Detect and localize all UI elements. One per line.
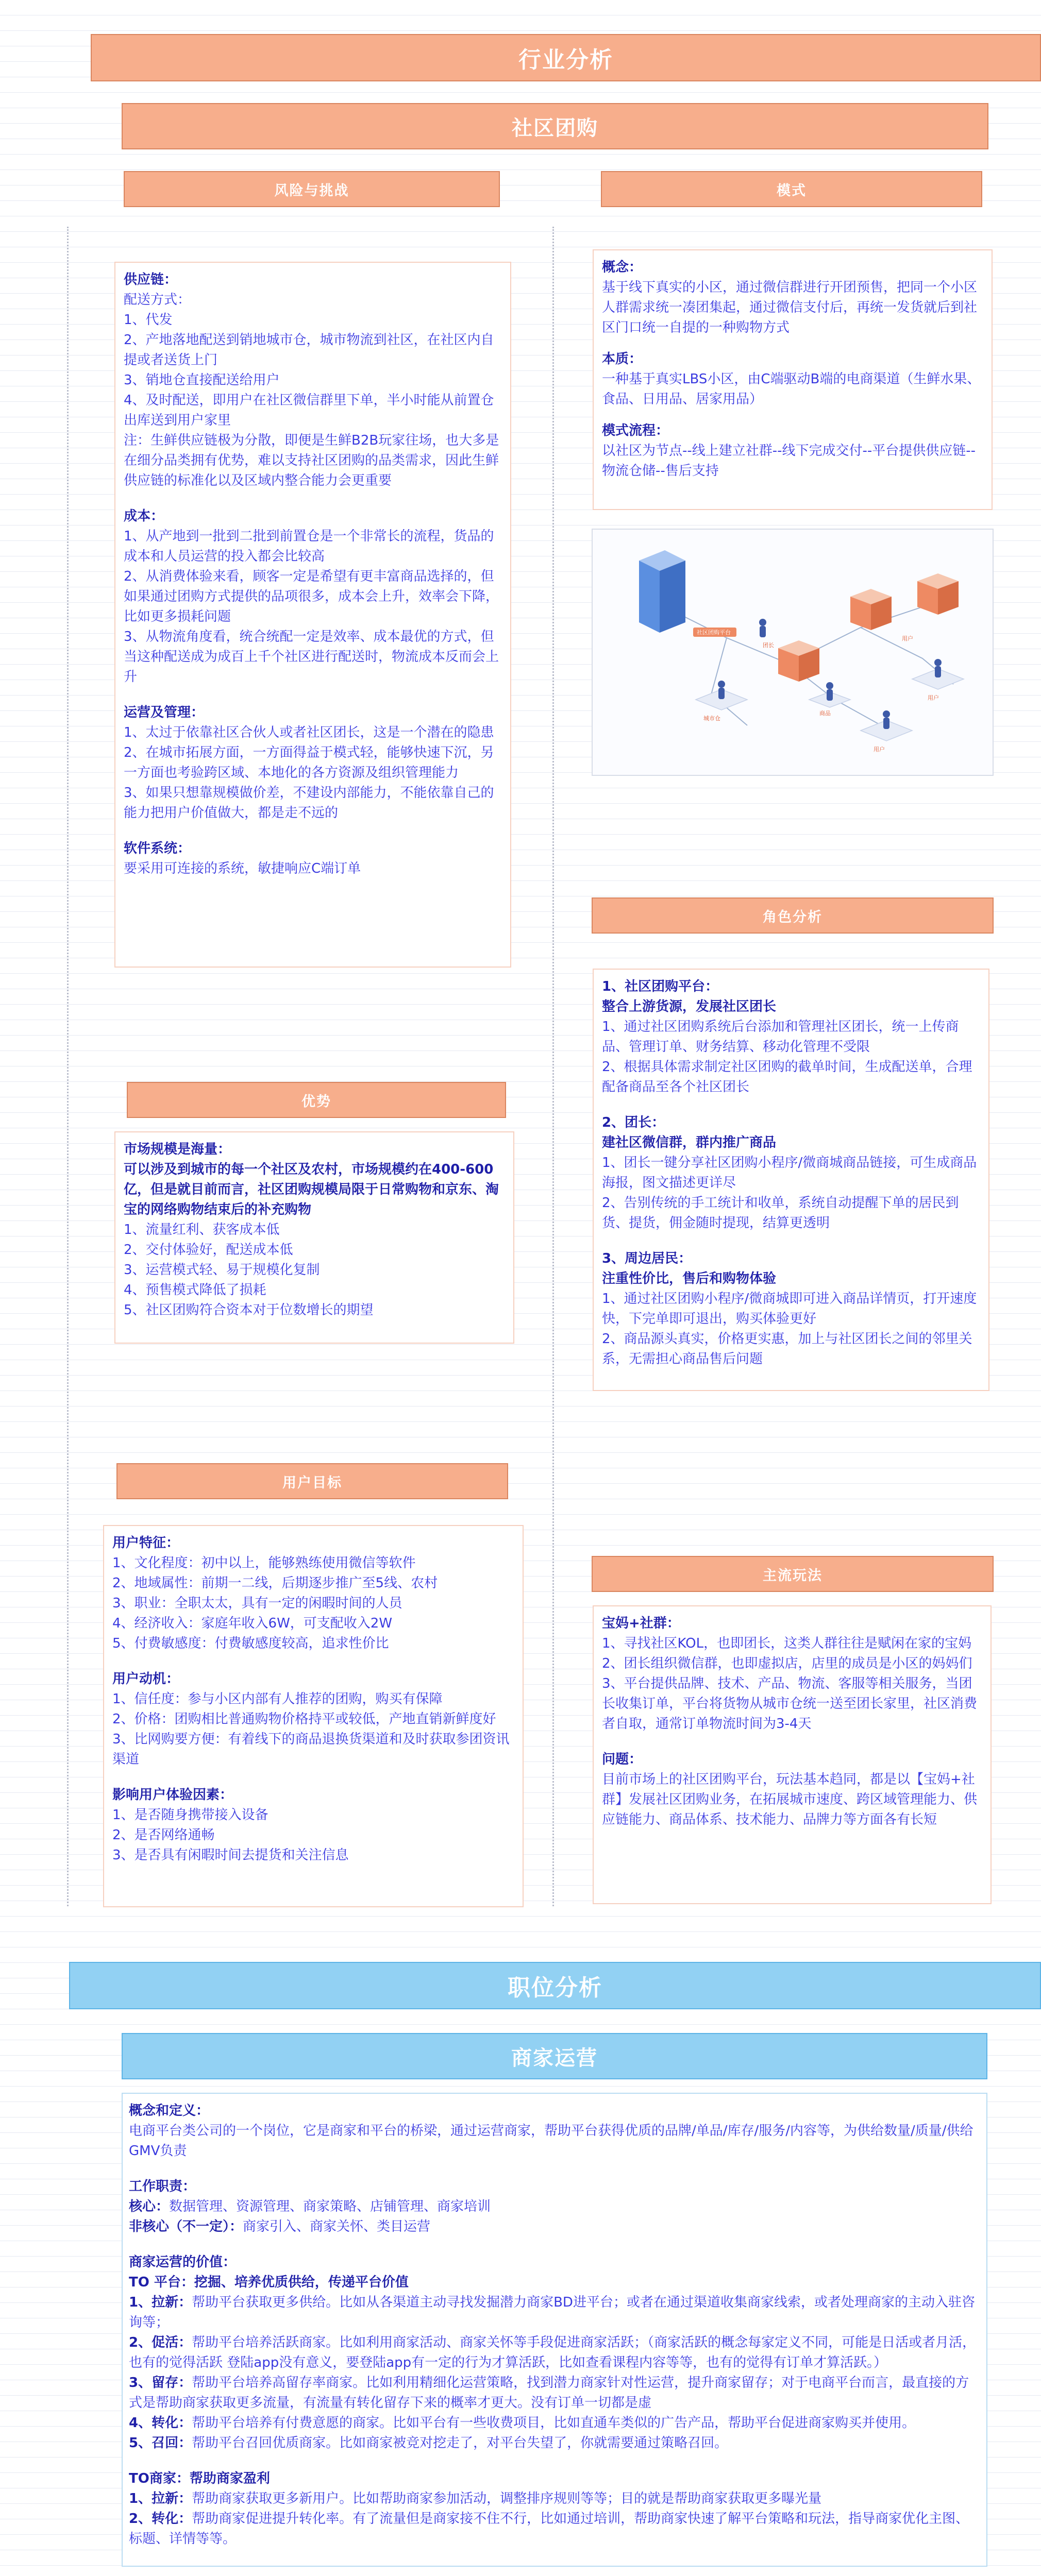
diagram-label-user: 用户 xyxy=(874,746,885,753)
risk-note xyxy=(114,262,511,968)
value-item-label: 2、促活： xyxy=(129,2335,192,2350)
merchant-ops-title: 商家运营 xyxy=(511,2046,598,2070)
isometric-illustration xyxy=(593,530,993,775)
value-item xyxy=(129,2413,980,2433)
value-item-label: 1、拉新： xyxy=(129,2491,192,2506)
value-item-text: 帮助平台培养活跃商家。比如利用商家活动、商家关怀等手段促进商家活跃；（商家活跃的概念每家定义不同，可能是日活或者月活，也有的觉得活跃 登陆app没有意义，要登陆app有一定的行为才算活跃，比如查看课程内容等等，也有的觉得有订单才算活跃。） xyxy=(129,2335,976,2370)
user-motive-line: 2、价格：团购相比普通购物价格持平或较低，产地直销新鲜度好 xyxy=(112,1711,496,1727)
advantage-line: 5、社区团购符合资本对于位数增长的期望 xyxy=(124,1302,374,1318)
main-play-title: 宝妈+社群： xyxy=(602,1616,680,1631)
roles-header-label: 角色分析 xyxy=(763,909,822,925)
role-resident-title: 3、周边居民： xyxy=(602,1251,692,1266)
cost-line: 3、从物流角度看，统合统配一定是效率、成本最优的方式，但当这种配送成为成百上千个社区进行配送时，物流成本反而会上升 xyxy=(124,629,499,685)
to-platform-title: TO 平台：挖掘、培养优质供给，传递平台价值 xyxy=(129,2275,409,2290)
ops-line: 2、在城市拓展方面，一方面得益于模式轻，能够快速下沉，另一方面也考验跨区域、本地化的各方资源及组织管理能力 xyxy=(124,745,494,781)
value-item-label: 2、转化： xyxy=(129,2511,192,2527)
role-resident-sub: 注重性价比，售后和购物体验 xyxy=(602,1271,777,1286)
software-title: 软件系统： xyxy=(124,841,191,856)
value-item xyxy=(129,2333,980,2373)
user-factor-line: 2、是否网络通畅 xyxy=(112,1827,215,1843)
supply-chain-title: 供应链： xyxy=(124,272,178,287)
essence-title: 本质： xyxy=(602,351,643,367)
value-item-text: 帮助平台获取更多供给。比如从各渠道主动寻找发掘潜力商家BD进平台；或者在通过渠道收集商家线索，或者处理商家的主动入驻咨询等； xyxy=(129,2295,975,2330)
role-platform-line: 2、根据具体需求制定社区团购的截单时间，生成配送单，合理配备商品至各个社区团长 xyxy=(602,1059,972,1095)
store-icon xyxy=(917,573,959,615)
user-target-header-label: 用户目标 xyxy=(282,1475,342,1491)
merchant-duty-noncore xyxy=(129,2217,980,2237)
role-platform-line: 1、通过社区团购系统后台添加和管理社区团长，统一上传商品、管理订单、财务结算、移动化管理不受限 xyxy=(602,1019,959,1055)
diagram-label-user: 用户 xyxy=(902,635,913,642)
essence-text: 一种基于真实LBS小区，由C端驱动B端的电商渠道（生鲜水果、食品、日用品、居家用品） xyxy=(602,371,981,407)
merchant-ops-note xyxy=(122,2093,987,2567)
merchant-def-title: 概念和定义： xyxy=(129,2103,210,2119)
merchant-ops-header xyxy=(122,2033,987,2079)
diagram-label-warehouse: 城市仓 xyxy=(703,715,720,722)
user-motive-line: 3、比网购要方便：有着线下的商品退换货渠道和及时获取参团资讯渠道 xyxy=(112,1732,510,1767)
role-leader-sub: 建社区微信群，群内推广商品 xyxy=(602,1135,777,1150)
value-item-label: 3、留存： xyxy=(129,2375,192,2391)
position-analysis-title: 职位分析 xyxy=(508,1975,602,2001)
user-feature-line: 2、地域属性：前期一二线，后期逐步推广至5线、农村 xyxy=(112,1575,438,1591)
advantage-title: 市场规模是海量： xyxy=(124,1142,231,1157)
left-column-line xyxy=(67,227,69,1906)
cost-line: 1、从产地到一批到二批到前置仓是一个非常长的流程，货品的成本和人员运营的投入都会比较高 xyxy=(124,529,494,564)
ops-title: 运营及管理： xyxy=(124,705,205,720)
advantage-header-label: 优势 xyxy=(301,1093,331,1110)
duty-noncore-text: 商家引入、商家关怀、类目运营 xyxy=(243,2219,431,2234)
building-icon xyxy=(639,550,685,633)
value-item-text: 帮助平台培养高留存率商家。比如利用精细化运营策略，找到潜力商家针对性运营，提升商家留存；对于电商平台而言，最直接的方式是帮助商家获取更多流量，有流量有转化留存下来的概率才更大。没有订单一切都是虚 xyxy=(129,2375,969,2411)
diagram-label-user: 用户 xyxy=(928,694,939,701)
user-target-header xyxy=(116,1463,508,1499)
value-item-text: 帮助平台召回优质商家。比如商家被竞对挖走了，对平台失望了，你就需要通过策略召回。 xyxy=(192,2435,728,2451)
community-group-diagram xyxy=(592,529,994,776)
value-item xyxy=(129,2489,980,2509)
advantage-line: 2、交付体验好，配送成本低 xyxy=(124,1242,293,1258)
roles-header xyxy=(592,897,994,934)
duty-core-label: 核心： xyxy=(129,2199,170,2214)
risk-header-label: 风险与挑战 xyxy=(274,182,349,199)
main-play-line: 3、平台提供品牌、技术、产品、物流、客服等相关服务，当团长收集订单，平台将货物从城市仓统一送至团长家里，社区消费者自取，通常订单物流时间为3-4天 xyxy=(602,1676,978,1732)
problem-title: 问题： xyxy=(602,1752,643,1767)
supply-line: 4、及时配送，即用户在社区微信群里下单，半小时能从前置仓出库送到用户家里 xyxy=(124,393,494,428)
advantage-note xyxy=(114,1131,514,1344)
center-column-line xyxy=(552,227,554,1906)
role-platform-sub: 整合上游货源，发展社区团长 xyxy=(602,999,777,1014)
role-leader-line: 1、团长一键分享社区团购小程序/微商城商品链接，可生成商品海报，图文描述更详尽 xyxy=(602,1155,977,1191)
duty-noncore-label: 非核心（不一定）： xyxy=(129,2219,243,2234)
advantage-line: 4、预售模式降低了损耗 xyxy=(124,1282,266,1298)
duty-core-text: 数据管理、资源管理、商家策略、店铺管理、商家培训 xyxy=(169,2199,491,2214)
diagram-label-platform: 社区团购平台 xyxy=(697,629,731,636)
problem-text: 目前市场上的社区团购平台，玩法基本趋同，都是以【宝妈+社群】发展社区团购业务，在拓展城市速度、跨区域管理能力、供应链能力、商品体系、技术能力、品牌力等方面各有长短 xyxy=(602,1772,978,1827)
user-feature-line: 3、职业：全职太太，具有一定的闲暇时间的人员 xyxy=(112,1596,402,1611)
role-resident-line: 2、商品源头真实，价格更实惠，加上与社区团长之间的邻里关系，无需担心商品售后问题 xyxy=(602,1331,972,1367)
industry-analysis-title: 行业分析 xyxy=(518,47,613,73)
store-icon xyxy=(778,640,819,682)
user-feature-line: 5、付费敏感度：付费敏感度较高，追求性价比 xyxy=(112,1636,389,1651)
main-play-header xyxy=(592,1556,994,1592)
value-item-label: 4、转化： xyxy=(129,2415,192,2431)
ops-line: 1、太过于依靠社区合伙人或者社区团长，这是一个潜在的隐患 xyxy=(124,725,494,740)
value-item-text: 帮助商家促进提升转化率。有了流量但是商家接不住不行，比如通过培训，帮助商家快速了解平台策略和玩法，指导商家优化主图、标题、详情等等。 xyxy=(129,2511,969,2547)
concept-title: 概念： xyxy=(602,260,643,275)
mode-note xyxy=(593,249,993,510)
flow-title: 模式流程： xyxy=(602,423,669,438)
role-leader-line: 2、告别传统的手工统计和收单，系统自动提醒下单的居民到货、提货，佣金随时提现，结算更透明 xyxy=(602,1195,959,1231)
store-icon xyxy=(850,589,892,630)
risk-header xyxy=(124,171,500,207)
main-play-header-label: 主流玩法 xyxy=(763,1567,822,1584)
value-item-label: 1、拉新： xyxy=(129,2295,192,2310)
to-merchant-title: TO商家：帮助商家盈利 xyxy=(129,2471,270,2486)
advantage-highlight: 可以涉及到城市的每一个社区及农村，市场规模约在400-600亿，但是就目前而言，社区团购规模局限于日常购物和京东、淘宝的网络购物结束后的补充购物 xyxy=(124,1162,499,1217)
roles-note xyxy=(593,969,989,1391)
flow-text: 以社区为节点--线上建立社群--线下完成交付--平台提供供应链--物流仓储--售后支持 xyxy=(602,443,976,479)
merchant-value-title: 商家运营的价值： xyxy=(129,2255,237,2270)
value-item-text: 帮助商家获取更多新用户。比如帮助商家参加活动，调整排序规则等等；目的就是帮助商家获取更多曝光量 xyxy=(192,2491,822,2506)
diagram-label-leader: 团长 xyxy=(763,642,774,649)
value-item xyxy=(129,2433,980,2453)
value-item xyxy=(129,2373,980,2413)
user-factor-line: 1、是否随身携带接入设备 xyxy=(112,1807,268,1823)
industry-analysis-header xyxy=(91,34,1041,81)
mode-header-label: 模式 xyxy=(777,182,807,199)
user-feature-line: 4、经济收入：家庭年收入6W，可支配收入2W xyxy=(112,1616,393,1631)
merchant-duty-title: 工作职责： xyxy=(129,2179,196,2194)
advantage-line: 3、运营模式轻、易于规模化复制 xyxy=(124,1262,320,1278)
supply-line: 3、销地仓直接配送给用户 xyxy=(124,372,280,388)
supply-line: 配送方式： xyxy=(124,292,191,308)
community-group-header xyxy=(122,103,988,149)
user-feature-title: 用户特征： xyxy=(112,1535,180,1551)
supply-line: 1、代发 xyxy=(124,312,173,328)
role-platform-title: 1、社区团购平台： xyxy=(602,979,719,994)
cost-line: 2、从消费体验来看，顾客一定是希望有更丰富商品选择的，但如果通过团购方式提供的品项很多，成本会上升，效率会下降，比如更多损耗问题 xyxy=(124,569,499,624)
value-item xyxy=(129,2509,980,2549)
advantage-header xyxy=(127,1082,506,1118)
position-analysis-header xyxy=(69,1962,1041,2009)
main-play-note xyxy=(593,1605,992,1904)
value-item-text: 帮助平台培养有付费意愿的商家。比如平台有一些收费项目，比如直通车类似的广告产品，帮助平台促进商家购买并使用。 xyxy=(192,2415,916,2431)
role-resident-line: 1、通过社区团购小程序/微商城即可进入商品详情页，打开速度快，下完单即可退出，购买体验更好 xyxy=(602,1291,977,1327)
merchant-duty-core xyxy=(129,2197,980,2217)
supply-line: 注：生鲜供应链极为分散，即便是生鲜B2B玩家往场，也大多是在细分品类拥有优势，难以支持社区团购的品类需求，因此生鲜供应链的标准化以及区域内整合能力会更重要 xyxy=(124,433,499,488)
concept-text: 基于线下真实的小区，通过微信群进行开团预售，把同一个小区人群需求统一凑团集起，通过微信支付后，再统一发货就后到社区门口统一自提的一种购物方式 xyxy=(602,280,978,335)
diagram-label-goods: 商品 xyxy=(819,710,831,717)
value-item xyxy=(129,2293,980,2333)
user-feature-line: 1、文化程度：初中以上，能够熟练使用微信等软件 xyxy=(112,1555,416,1571)
user-factor-title: 影响用户体验因素： xyxy=(112,1787,233,1803)
value-item-label: 5、召回： xyxy=(129,2435,192,2451)
user-motive-line: 1、信任度：参与小区内部有人推荐的团购，购买有保障 xyxy=(112,1691,443,1707)
user-factor-line: 3、是否具有闲暇时间去提货和关注信息 xyxy=(112,1848,349,1863)
community-group-title: 社区团购 xyxy=(512,116,598,140)
merchant-def-text: 电商平台类公司的一个岗位，它是商家和平台的桥梁，通过运营商家，帮助平台获得优质的品牌/单品/库存/服务/内容等，为供给数量/质量/供给GMV负责 xyxy=(129,2123,973,2159)
supply-line: 2、产地落地配送到销地城市仓，城市物流到社区，在社区内自提或者送货上门 xyxy=(124,332,494,368)
advantage-line: 1、流量红利、获客成本低 xyxy=(124,1222,280,1238)
main-play-line: 1、寻找社区KOL，也即团长，这类人群往往是赋闲在家的宝妈 xyxy=(602,1636,972,1651)
mode-header xyxy=(601,171,982,207)
user-target-note xyxy=(103,1525,524,1907)
ops-line: 3、如果只想靠规模做价差，不建设内部能力，不能依靠自己的能力把用户价值做大，都是走不远的 xyxy=(124,785,494,821)
role-leader-title: 2、团长： xyxy=(602,1115,665,1130)
user-motive-title: 用户动机： xyxy=(112,1671,180,1687)
main-play-line: 2、团长组织微信群，也即虚拟店，店里的成员是小区的妈妈们 xyxy=(602,1656,972,1671)
cost-title: 成本： xyxy=(124,509,164,524)
software-line: 要采用可连接的系统，敏捷响应C端订单 xyxy=(124,861,361,876)
